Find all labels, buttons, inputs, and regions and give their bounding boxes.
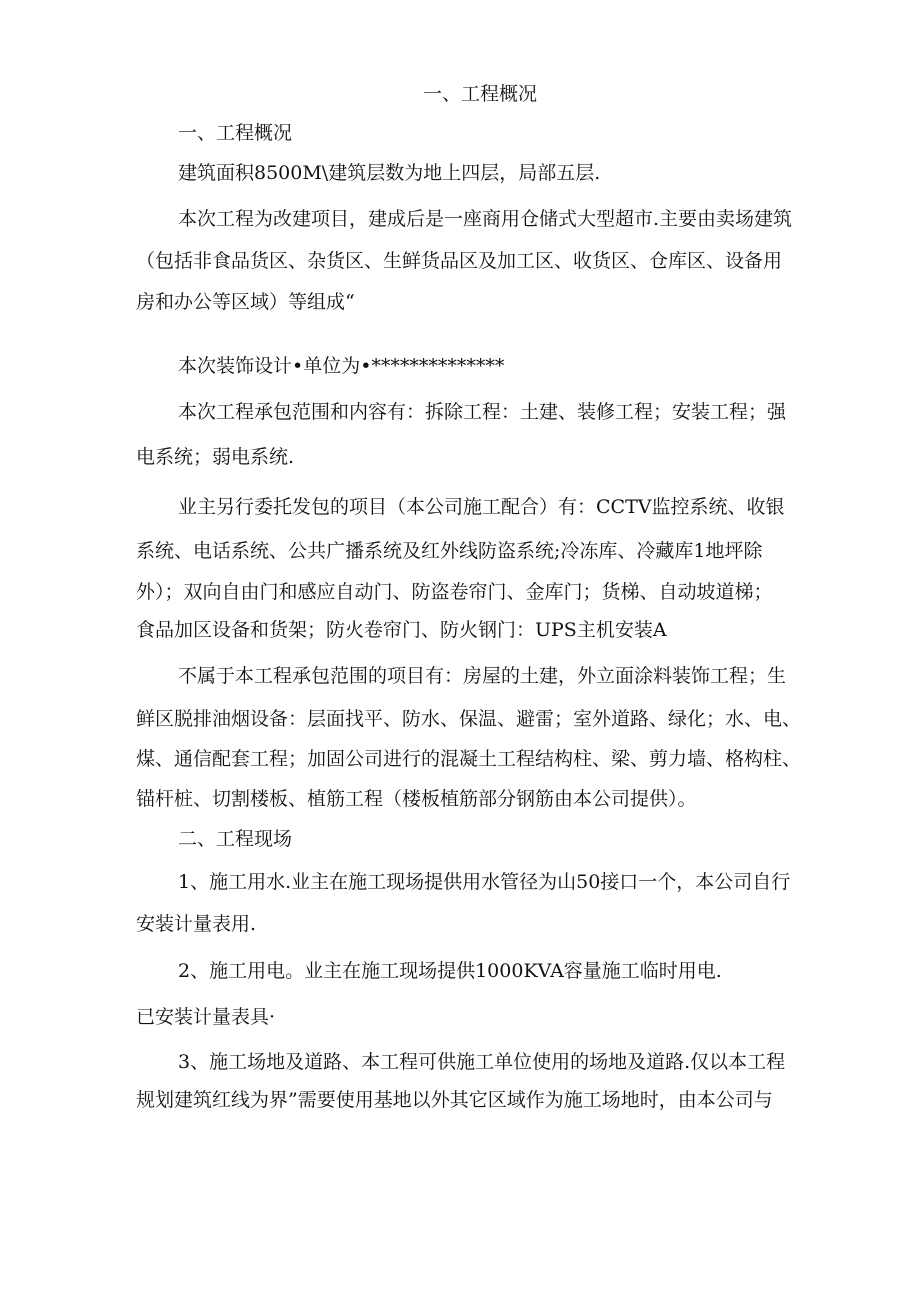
paragraph-project-line-2: （包括非食品货区、杂货区、生鲜货品区及加工区、收货区、仓库区、设备用: [136, 250, 783, 272]
paragraph-building-area: 建筑面积8500M\建筑层数为地上四层，局部五层.: [178, 162, 601, 184]
paragraph-excluded-line-1: 不属于本工程承包范围的项目有：房屋的土建，外立面涂料装饰工程；生: [178, 665, 787, 687]
paragraph-design-unit: 本次装饰设计•单位为•**************: [178, 355, 505, 377]
paragraph-water-line-2: 安装计量表用.: [136, 913, 257, 935]
paragraph-water-line-1: 1、施工用水.业主在施工现场提供用水管径为山50接口一个，本公司自行: [178, 871, 791, 893]
paragraph-owner-items-line-2: 系统、电话系统、公共广播系统及红外线防盗系统;冷冻库、冷藏库1地坪除: [136, 540, 763, 562]
paragraph-site-roads-line-1: 3、施工场地及道路、本工程可供施工单位使用的场地及道路.仅以本工程: [178, 1051, 786, 1073]
paragraph-excluded-line-4: 锚杆桩、切割楼板、植筋工程（楼板植筋部分钢筋由本公司提供）。: [136, 788, 697, 810]
paragraph-excluded-line-3: 煤、通信配套工程；加固公司进行的混凝土工程结构柱、梁、剪力墙、格构柱、: [136, 748, 802, 770]
paragraph-power-line-1: 2、施工用电。业主在施工现场提供1000KVA容量施工临时用电.: [178, 960, 722, 982]
paragraph-owner-items-line-4: 食品加区设备和货架；防火卷帘门、防火钢门：UPS主机安装A: [136, 619, 667, 641]
paragraph-scope-line-1: 本次工程承包范围和内容有：拆除工程：土建、装修工程；安装工程；强: [178, 401, 787, 423]
section-heading-overview: 一、工程概况: [178, 122, 293, 144]
paragraph-project-line-1: 本次工程为改建项目，建成后是一座商用仓储式大型超市.主要由卖场建筑: [178, 208, 793, 230]
paragraph-owner-items-line-3: 外）；双向自由门和感应自动门、防盗卷帘门、金库门；货梯、自动坡道梯；: [136, 581, 773, 603]
paragraph-project-line-3: 房和办公等区域）等组成“: [136, 291, 355, 313]
section-heading-site: 二、工程现场: [178, 828, 293, 850]
paragraph-scope-line-2: 电系统；弱电系统.: [136, 446, 295, 468]
paragraph-power-line-2: 已安装计量表具·: [136, 1006, 276, 1028]
paragraph-site-roads-line-2: 规划建筑红线为界”需要使用基地以外其它区域作为施工场地时，由本公司与: [136, 1089, 773, 1111]
document-title: 一、工程概况: [422, 83, 537, 105]
paragraph-owner-items-line-1: 业主另行委托发包的项目（本公司施工配合）有：CCTV监控系统、收银: [178, 496, 785, 518]
paragraph-excluded-line-2: 鲜区脱排油烟设备：层面找平、防水、保温、避雷；室外道路、绿化；水、电、: [136, 708, 802, 730]
